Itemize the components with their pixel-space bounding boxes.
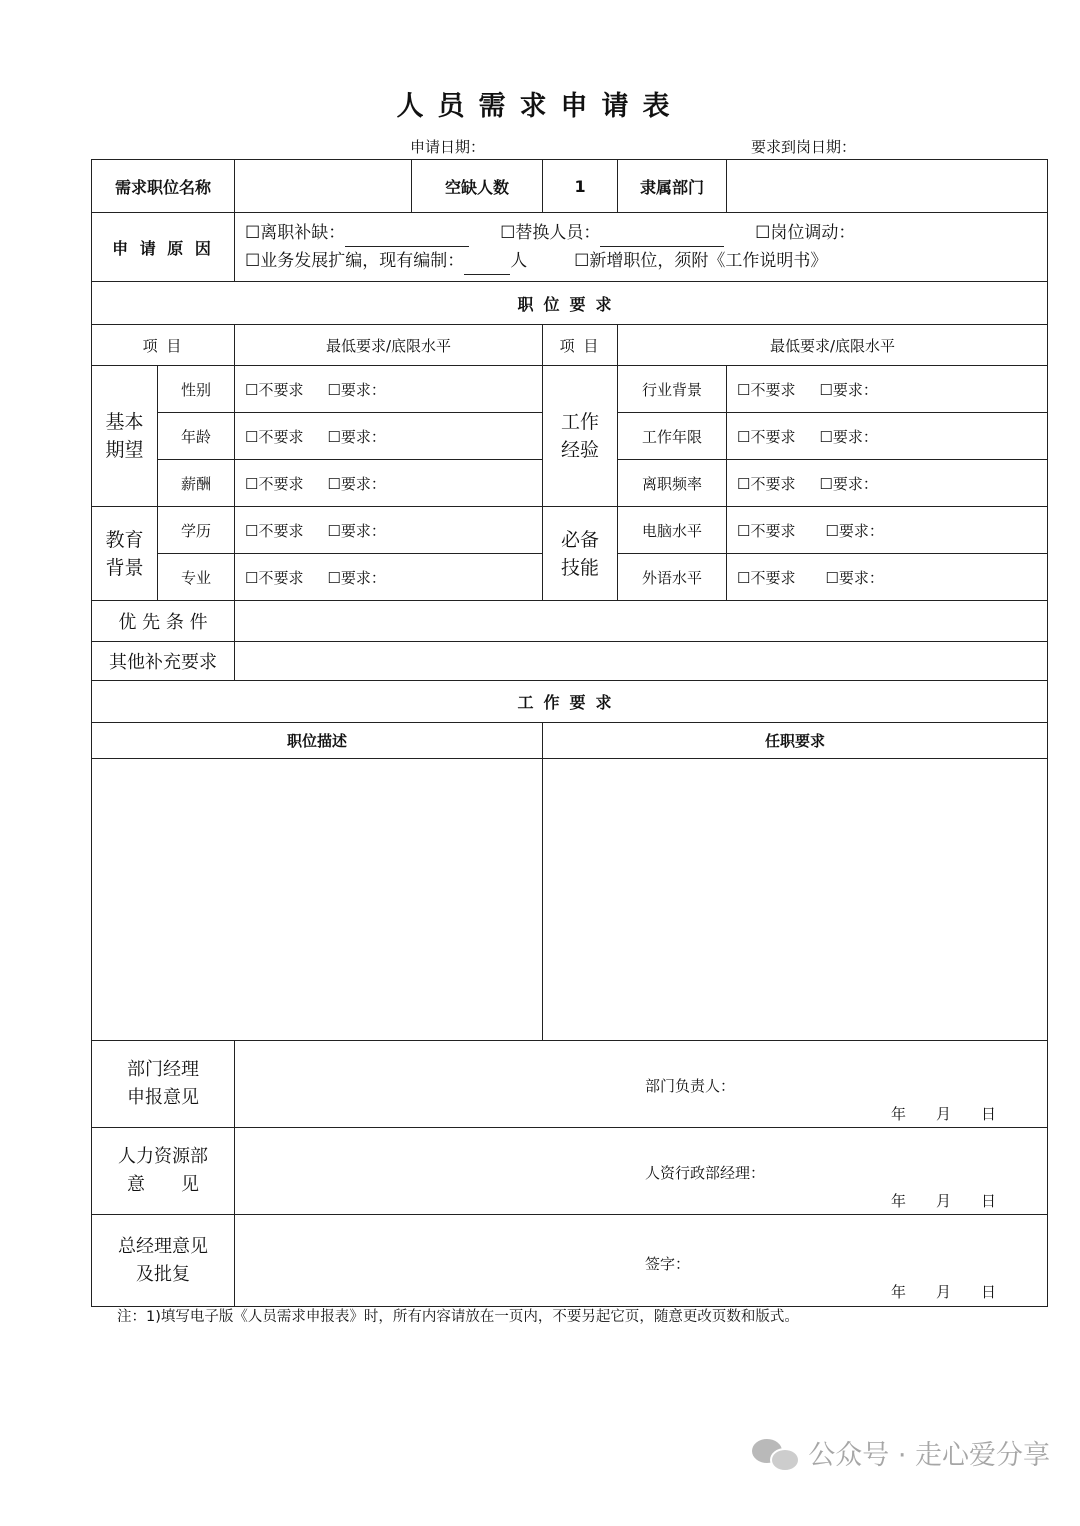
item-language: 外语水平 [618,554,727,601]
age-not-required[interactable]: ☐不要求 [245,427,304,446]
gender-required[interactable]: ☐要求： [327,380,386,399]
item-degree: 学历 [158,507,235,554]
item-industry: 行业背景 [618,366,727,413]
computer-not-required[interactable]: ☐不要求 [737,521,796,540]
col-item-right: 项 目 [543,325,618,366]
group-basic: 基本 期望 [92,366,158,507]
approval-dept-date: 年 月 日 [891,1105,997,1123]
group-education: 教育 背景 [92,507,158,601]
approval-hr-signer: 人资行政部经理： [645,1164,766,1182]
group-skills: 必备 技能 [543,507,618,601]
position-name-input[interactable] [235,160,412,213]
item-computer: 电脑水平 [618,507,727,554]
approval-gm-signer: 签字： [645,1255,691,1273]
approval-gm-date: 年 月 日 [891,1283,997,1301]
years-required[interactable]: ☐要求： [819,427,878,446]
item-gender: 性别 [158,366,235,413]
approval-dept-label: 部门经理 申报意见 [92,1041,235,1128]
reason-resign-blank[interactable] [345,230,469,247]
age-required[interactable]: ☐要求： [327,427,386,446]
job-desc-area[interactable] [92,759,543,1041]
job-req-header: 任职要求 [543,723,1048,759]
priority-label: 优 先 条 件 [92,601,235,642]
salary-required[interactable]: ☐要求： [327,474,386,493]
wechat-icon [752,1435,798,1471]
group-work: 工作 经验 [543,366,618,507]
industry-required[interactable]: ☐要求： [819,380,878,399]
job-req-area[interactable] [543,759,1048,1041]
priority-input[interactable] [235,601,1048,642]
watermark-text: 公众号 · 走心爱分享 [808,1440,1050,1471]
turnover-required[interactable]: ☐要求： [819,474,878,493]
approval-hr-label: 人力资源部 意 见 [92,1128,235,1215]
approval-dept-signer: 部门负责人： [645,1077,736,1095]
vacancy-label: 空缺人数 [412,160,543,213]
gender-not-required[interactable]: ☐不要求 [245,380,304,399]
item-major: 专业 [158,554,235,601]
item-age: 年龄 [158,413,235,460]
job-desc-header: 职位描述 [92,723,543,759]
col-item-left: 项 目 [92,325,235,366]
arrival-date-label: 要求到岗日期： [751,138,857,156]
years-not-required[interactable]: ☐不要求 [737,427,796,446]
degree-required[interactable]: ☐要求： [327,521,386,540]
item-work-years: 工作年限 [618,413,727,460]
language-required[interactable]: ☐要求： [825,568,884,587]
approval-hr-date: 年 月 日 [891,1192,997,1210]
footnote: 注：1)填写电子版《人员需求申报表》时，所有内容请放在一页内，不要另起它页，随意更改页数和版式。 [117,1309,799,1325]
degree-not-required[interactable]: ☐不要求 [245,521,304,540]
reason-replace-blank[interactable] [600,230,724,247]
approval-gm-field[interactable] [235,1215,1048,1307]
salary-not-required[interactable]: ☐不要求 [245,474,304,493]
reason-expand-suffix: 人 [510,251,528,271]
reason-options [235,213,1048,282]
form-title: 人员需求申请表 [396,91,684,122]
position-name-label: 需求职位名称 [92,160,235,213]
dept-input[interactable] [727,160,1048,213]
language-not-required[interactable]: ☐不要求 [737,568,796,587]
reason-replace-checkbox[interactable]: ☐替换人员： [500,223,601,243]
other-label: 其他补充要求 [92,642,235,681]
col-level-left: 最低要求/底限水平 [235,325,543,366]
reason-expand-blank[interactable] [464,258,510,275]
item-salary: 薪酬 [158,460,235,507]
reason-new-position-checkbox[interactable]: ☐新增职位，须附《工作说明书》 [574,251,828,271]
other-input[interactable] [235,642,1048,681]
approval-gm-label: 总经理意见 及批复 [92,1215,235,1307]
dept-label: 隶属部门 [618,160,727,213]
reason-transfer-checkbox[interactable]: ☐岗位调动： [755,223,856,243]
col-level-right: 最低要求/底限水平 [618,325,1048,366]
approval-dept-field[interactable] [235,1041,1048,1128]
watermark [752,1433,1050,1472]
apply-date-label: 申请日期： [410,138,486,156]
item-turnover: 离职频率 [618,460,727,507]
major-not-required[interactable]: ☐不要求 [245,568,304,587]
reason-resign-checkbox[interactable]: ☐离职补缺： [245,223,346,243]
major-required[interactable]: ☐要求： [327,568,386,587]
request-form [91,159,1048,1307]
approval-hr-field[interactable] [235,1128,1048,1215]
reason-label: 申 请 原 因 [92,213,235,282]
section-position-requirements: 职位要求 [92,282,1048,325]
section-work-requirements: 工作要求 [92,681,1048,723]
computer-required[interactable]: ☐要求： [825,521,884,540]
turnover-not-required[interactable]: ☐不要求 [737,474,796,493]
industry-not-required[interactable]: ☐不要求 [737,380,796,399]
reason-expand-checkbox[interactable]: ☐业务发展扩编，现有编制： [245,251,465,271]
vacancy-value[interactable]: 1 [543,160,618,213]
